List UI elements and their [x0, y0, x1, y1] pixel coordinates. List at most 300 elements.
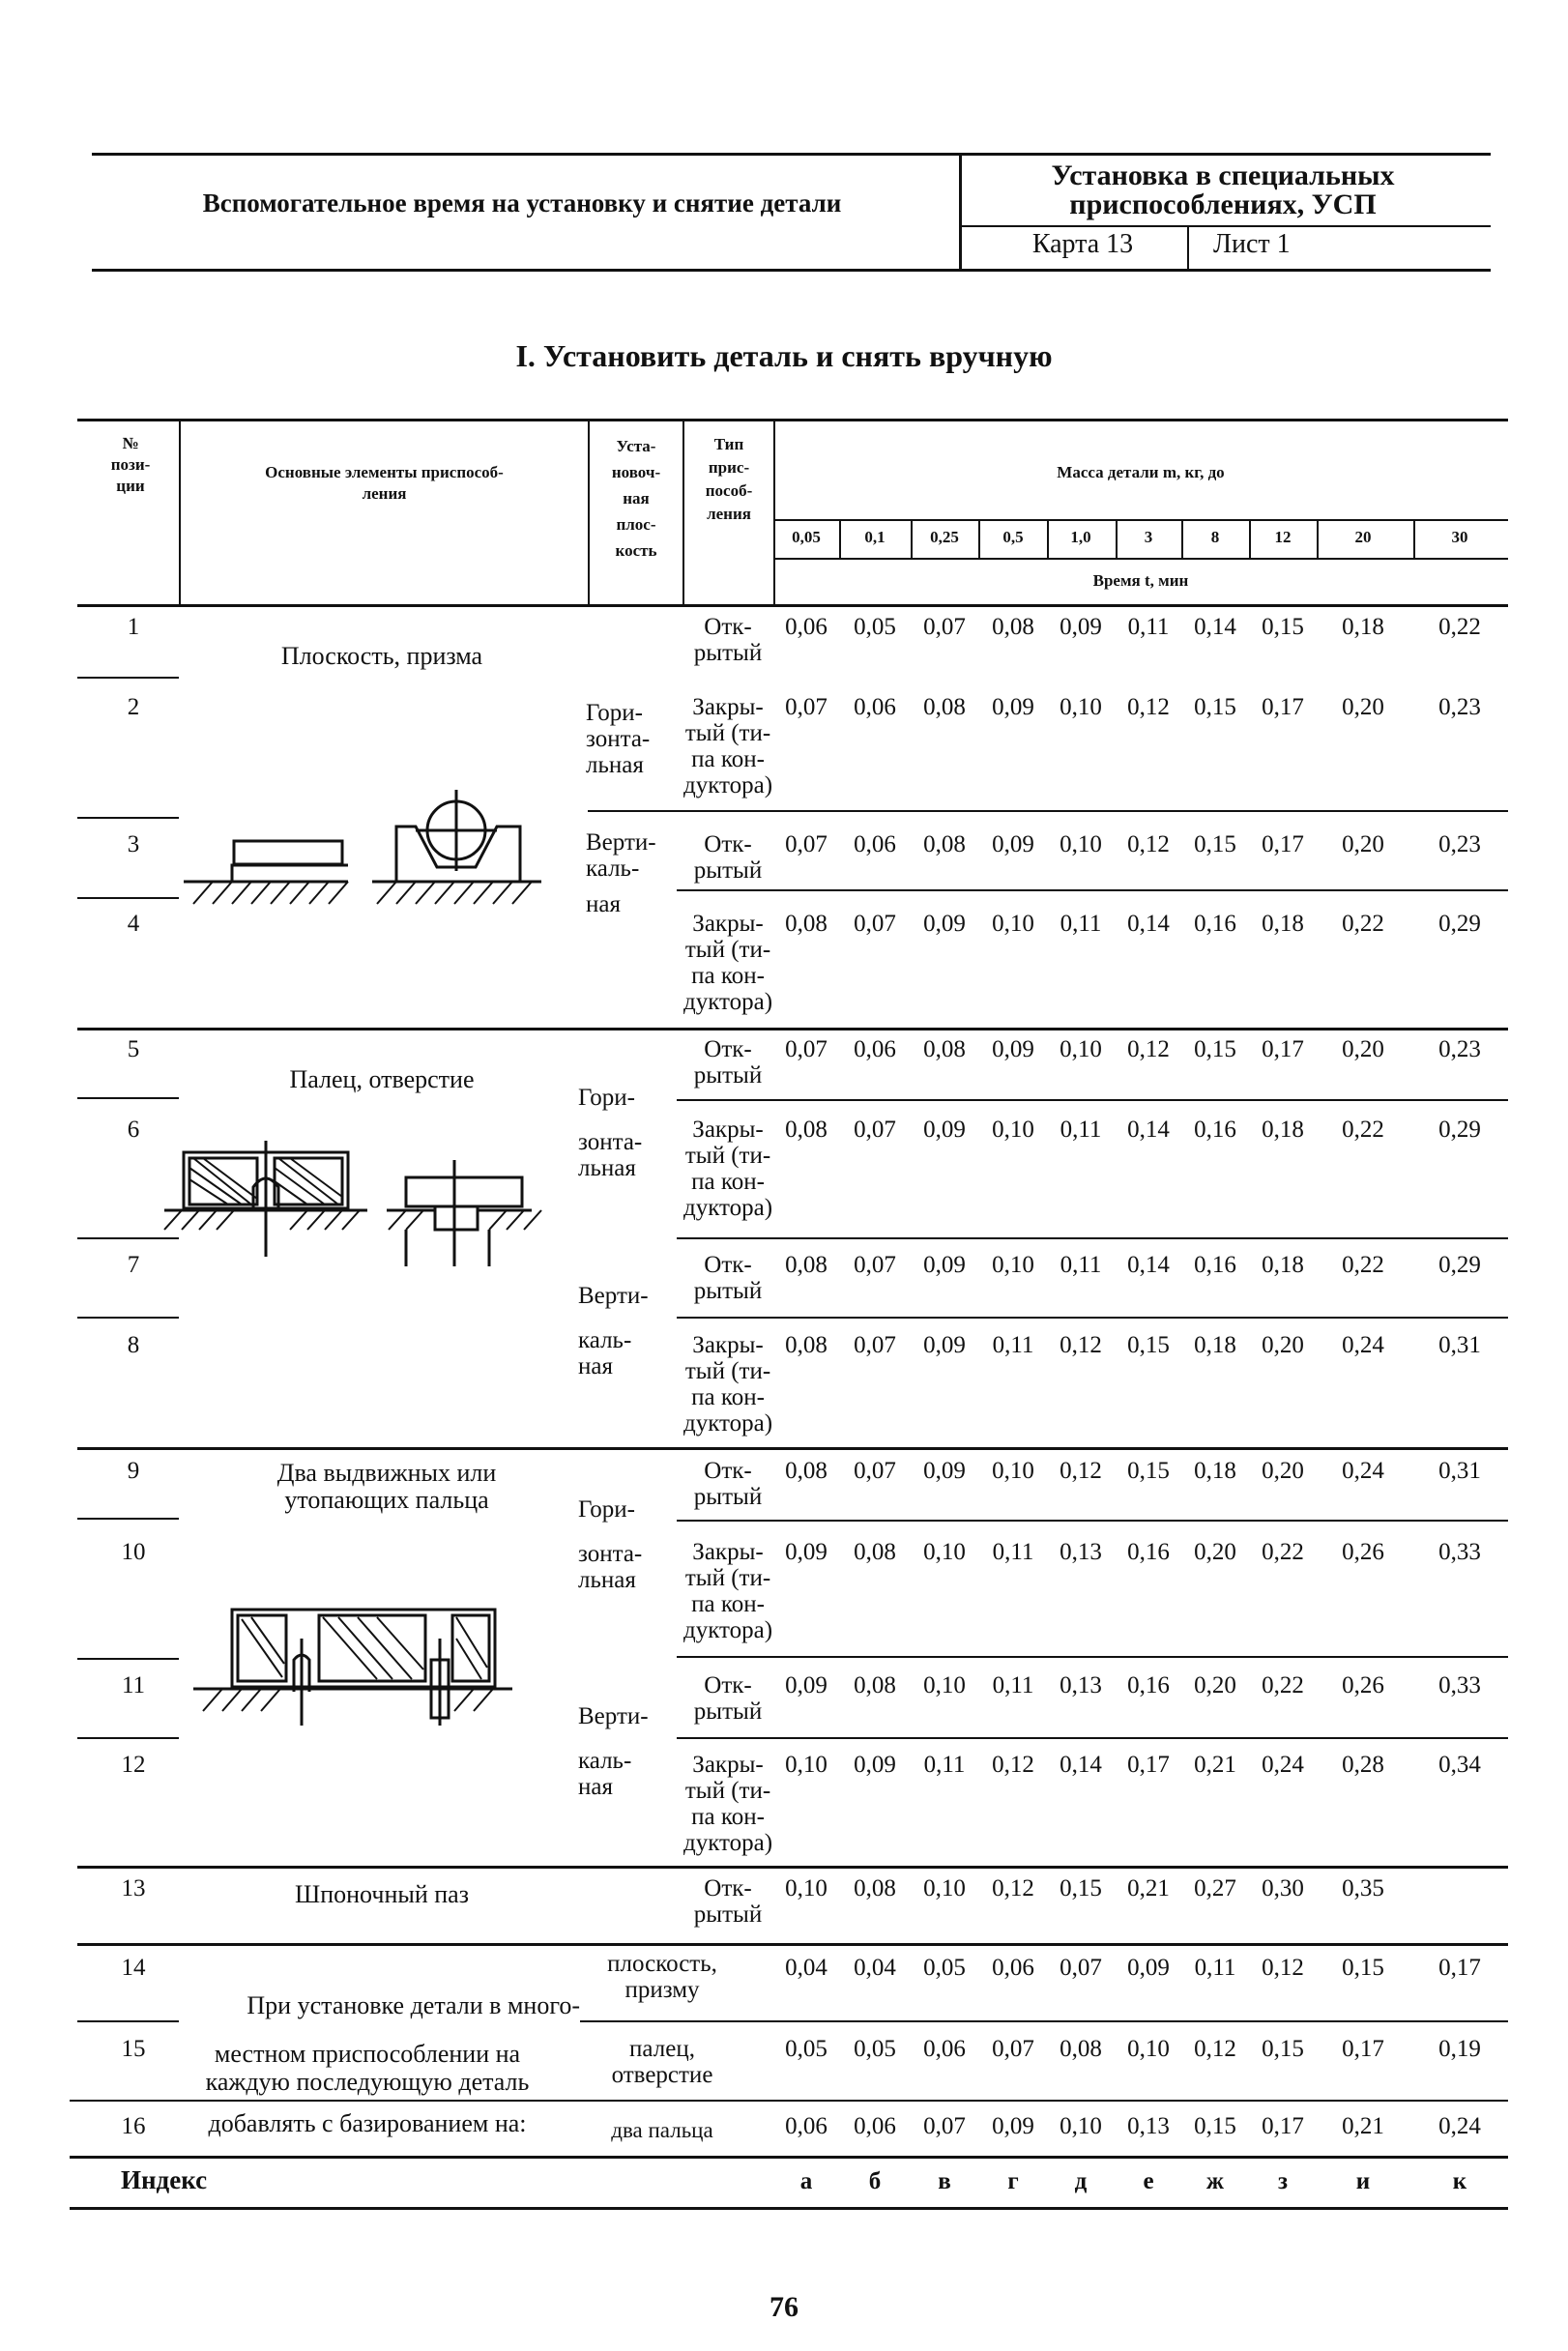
time-value-cell: 0,07 — [854, 1117, 896, 1143]
time-value-cell: 0,17 — [1342, 2036, 1384, 2062]
time-value-cell: 0,04 — [854, 1955, 896, 1981]
time-value-cell: 0,08 — [854, 1672, 896, 1698]
type-line: рытый — [693, 1901, 763, 1928]
time-value-cell: 0,11 — [1194, 1955, 1236, 1981]
time-value-cell: 0,11 — [992, 1672, 1034, 1698]
time-value-cell: 0,08 — [785, 1117, 828, 1143]
position-number: 15 — [121, 2036, 146, 2062]
time-value-cell: 0,18 — [1262, 911, 1304, 937]
multi-base-row15-line1: палец, — [629, 2036, 695, 2062]
time-value-cell: 0,20 — [1194, 1539, 1236, 1565]
type-line: рытый — [693, 1484, 763, 1510]
time-value-cell: 0,11 — [992, 1539, 1034, 1565]
time-value-cell: 0,11 — [1127, 614, 1170, 640]
time-value-cell: 0,07 — [854, 1332, 896, 1358]
position-number: 5 — [127, 1036, 140, 1062]
time-value-cell: 0,26 — [1342, 1539, 1384, 1565]
time-value-cell: 0,08 — [785, 1252, 828, 1278]
time-value-cell: 0,09 — [923, 1252, 966, 1278]
time-value-cell: 0,20 — [1342, 831, 1384, 857]
position-number: 1 — [127, 614, 140, 640]
type-closed — [675, 694, 781, 798]
type-line: па кон- — [691, 1591, 765, 1617]
time-value-cell: 0,15 — [1342, 1955, 1384, 1981]
type-closed — [675, 911, 781, 1015]
time-value-cell: 0,14 — [1127, 1117, 1170, 1143]
surface-row2-line1: Гори- — [586, 700, 643, 726]
time-value-cell: 0,05 — [854, 2036, 896, 2062]
mass-value: 3 — [1144, 528, 1153, 546]
position-number: 13 — [121, 1875, 146, 1901]
position-number: 2 — [127, 694, 140, 720]
time-value-cell: 0,06 — [854, 2113, 896, 2139]
time-value-cell: 0,16 — [1194, 1117, 1236, 1143]
time-value-cell: 0,15 — [1262, 2036, 1304, 2062]
header-surface-line3: ная — [623, 489, 650, 508]
multi-base-row14-line2: призму — [624, 1977, 700, 2003]
header-type-line4: ления — [707, 505, 751, 523]
time-value-cell: 0,12 — [1127, 1036, 1170, 1062]
time-value-cell: 0,16 — [1194, 911, 1236, 937]
mass-value: 0,5 — [1002, 528, 1024, 546]
time-value-cell: 0,17 — [1438, 1955, 1481, 1981]
header-mass-caption: Масса детали m, кг, до — [1057, 463, 1225, 481]
type-line: рытый — [693, 1698, 763, 1725]
time-value-cell: 0,14 — [1127, 911, 1170, 937]
page-number: 76 — [769, 2291, 799, 2323]
surface-row5-line1: Гори- — [578, 1085, 635, 1111]
type-line: дуктора) — [682, 1195, 773, 1221]
type-line: дуктора) — [682, 1830, 773, 1856]
time-value-cell: 0,22 — [1262, 1672, 1304, 1698]
time-value-cell: 0,06 — [785, 614, 828, 640]
time-value-cell: 0,06 — [785, 2113, 828, 2139]
type-line: рытый — [693, 1062, 763, 1088]
type-line: Отк- — [704, 831, 752, 857]
time-value-cell: 0,14 — [1194, 614, 1236, 640]
surface-row2-line2: зонта- — [586, 726, 651, 752]
index-letter: ж — [1205, 2168, 1225, 2194]
header-right-title-line1: Установка в специальных — [1051, 160, 1395, 191]
time-value-cell: 0,08 — [785, 911, 828, 937]
time-value-cell: 0,11 — [923, 1752, 966, 1778]
time-value-cell: 0,09 — [923, 1117, 966, 1143]
time-value-cell: 0,10 — [785, 1752, 828, 1778]
position-number: 8 — [127, 1332, 140, 1358]
time-value-cell: 0,15 — [1194, 831, 1236, 857]
position-number: 12 — [121, 1752, 146, 1778]
type-line: тый (ти- — [684, 1565, 771, 1591]
time-value-cell: 0,08 — [923, 1036, 966, 1062]
position-number: 6 — [127, 1117, 140, 1143]
time-value-cell: 0,07 — [785, 694, 828, 720]
time-value-cell: 0,09 — [992, 2113, 1034, 2139]
multi-base-row14 — [585, 1951, 740, 2003]
multi-base-row15 — [585, 2036, 740, 2088]
group-label-multi — [155, 1991, 580, 2019]
type-line: Закры- — [692, 694, 764, 720]
time-value-cell: 0,22 — [1262, 1539, 1304, 1565]
header-position-line3: ции — [116, 477, 145, 495]
header-left-title: Вспомогательное время на установку и снятие детали — [202, 189, 842, 218]
time-value-cell: 0,21 — [1194, 1752, 1236, 1778]
index-letter: е — [1143, 2168, 1154, 2194]
time-value-cell: 0,08 — [923, 694, 966, 720]
time-value-cell: 0,10 — [992, 1252, 1034, 1278]
time-value-cell: 0,12 — [1262, 1955, 1304, 1981]
time-value-cell: 0,15 — [1194, 694, 1236, 720]
time-value-cell: 0,31 — [1438, 1458, 1481, 1484]
time-value-cell: 0,12 — [1194, 2036, 1236, 2062]
time-value-cell: 0,20 — [1342, 694, 1384, 720]
time-value-cell: 0,06 — [854, 694, 896, 720]
time-value-cell: 0,17 — [1262, 694, 1304, 720]
header-elements-line2: ления — [362, 484, 407, 503]
time-value-cell: 0,15 — [1127, 1332, 1170, 1358]
header-position — [82, 433, 179, 497]
time-value-cell: 0,31 — [1438, 1332, 1481, 1358]
time-value-cell: 0,09 — [992, 1036, 1034, 1062]
multi-base-row14-line1: плоскость, — [607, 1951, 717, 1977]
time-value-cell: 0,14 — [1127, 1252, 1170, 1278]
header-type-line2: прис- — [708, 458, 750, 477]
time-value-cell: 0,24 — [1342, 1332, 1384, 1358]
surface-row2-line3: льная — [586, 752, 644, 778]
type-line: Закры- — [692, 1332, 764, 1358]
time-value-cell: 0,10 — [923, 1875, 966, 1901]
time-value-cell: 0,06 — [854, 1036, 896, 1062]
surface-row11-12 — [578, 1703, 675, 1800]
type-open — [675, 1458, 781, 1510]
time-value-cell: 0,10 — [1060, 1036, 1102, 1062]
time-value-cell: 0,12 — [1060, 1458, 1102, 1484]
time-value-cell: 0,12 — [992, 1752, 1034, 1778]
index-letter: в — [938, 2168, 951, 2194]
time-value-cell: 0,10 — [923, 1672, 966, 1698]
time-value-cell: 0,26 — [1342, 1672, 1384, 1698]
type-line: Отк- — [704, 1672, 752, 1698]
type-open — [675, 1875, 781, 1928]
index-letter: а — [799, 2168, 813, 2194]
time-value-cell: 0,13 — [1060, 1672, 1102, 1698]
time-value-cell: 0,34 — [1438, 1752, 1481, 1778]
time-value-cell: 0,11 — [1060, 1252, 1102, 1278]
time-value-cell: 0,16 — [1127, 1539, 1170, 1565]
mass-value: 1,0 — [1070, 528, 1091, 546]
time-value-cell: 0,17 — [1127, 1752, 1170, 1778]
type-line: рытый — [693, 1278, 763, 1304]
type-line: Отк- — [704, 1252, 752, 1278]
type-line: рытый — [693, 640, 763, 666]
time-value-cell: 0,19 — [1438, 2036, 1481, 2062]
type-closed — [675, 1332, 781, 1437]
time-value-cell: 0,23 — [1438, 694, 1481, 720]
surface-row7-8 — [578, 1283, 675, 1379]
time-value-cell: 0,30 — [1262, 1875, 1304, 1901]
time-value-cell: 0,09 — [785, 1672, 828, 1698]
time-value-cell: 0,18 — [1262, 1252, 1304, 1278]
two-pins-drawing — [193, 1600, 512, 1735]
time-value-cell: 0,10 — [992, 1458, 1034, 1484]
time-value-cell: 0,10 — [1127, 2036, 1170, 2062]
time-value-cell: 0,08 — [992, 614, 1034, 640]
time-value-cell: 0,06 — [854, 831, 896, 857]
type-line: па кон- — [691, 1384, 765, 1410]
time-value-cell: 0,23 — [1438, 831, 1481, 857]
surface-row3-line1: Верти- — [586, 829, 656, 856]
type-line: па кон- — [691, 963, 765, 989]
time-value-cell: 0,22 — [1342, 1252, 1384, 1278]
time-value-cell: 0,18 — [1194, 1458, 1236, 1484]
time-value-cell: 0,13 — [1060, 1539, 1102, 1565]
time-value-cell: 0,24 — [1438, 2113, 1481, 2139]
time-value-cell: 0,16 — [1127, 1672, 1170, 1698]
time-value-cell: 0,08 — [923, 831, 966, 857]
time-value-cell: 0,10 — [992, 911, 1034, 937]
type-line: Закры- — [692, 1752, 764, 1778]
time-value-cell: 0,09 — [923, 1332, 966, 1358]
header-surface-line5: кость — [615, 541, 657, 560]
time-value-cell: 0,20 — [1194, 1672, 1236, 1698]
surface-row10-line2: льная — [578, 1567, 636, 1593]
type-open — [675, 614, 781, 666]
header-elements-line1: Основные элементы приспособ- — [265, 463, 504, 481]
group-label-plane-prism: Плоскость, призма — [280, 642, 483, 670]
time-value-cell: 0,23 — [1438, 1036, 1481, 1062]
position-number: 16 — [121, 2113, 146, 2139]
group-label-multi-line3: каждую последующую деталь — [205, 2068, 530, 2096]
type-line: Закры- — [692, 911, 764, 937]
type-line: тый (ти- — [684, 1143, 771, 1169]
surface-row2 — [586, 700, 682, 778]
multi-base-row16: два пальца — [611, 2118, 713, 2142]
time-value-cell: 0,20 — [1262, 1458, 1304, 1484]
type-line: Отк- — [704, 1458, 752, 1484]
time-value-cell: 0,05 — [785, 2036, 828, 2062]
time-value-cell: 0,15 — [1127, 1458, 1170, 1484]
time-value-cell: 0,17 — [1262, 1036, 1304, 1062]
type-closed — [675, 1539, 781, 1643]
time-value-cell: 0,15 — [1060, 1875, 1102, 1901]
mass-value: 0,25 — [930, 528, 959, 546]
group-label-two-pins-line1: Два выдвижных или — [276, 1459, 497, 1487]
surface-row3-line2: каль- — [586, 856, 640, 882]
group-label-two-pins — [213, 1460, 561, 1514]
header-position-line2: пози- — [110, 455, 151, 474]
type-open — [675, 831, 781, 884]
section-title: I. Установить деталь и снять вручную — [515, 338, 1053, 373]
sheet-number: Лист 1 — [1213, 229, 1291, 259]
surface-row5-line2: зонта- — [578, 1129, 643, 1155]
time-value-cell: 0,18 — [1262, 1117, 1304, 1143]
surface-row7-line1: Верти- — [578, 1283, 649, 1309]
time-value-cell: 0,07 — [854, 911, 896, 937]
time-value-cell: 0,08 — [854, 1539, 896, 1565]
type-line: дуктора) — [682, 772, 773, 798]
time-value-cell: 0,07 — [992, 2036, 1034, 2062]
type-line: тый (ти- — [684, 720, 771, 746]
time-value-cell: 0,35 — [1342, 1875, 1384, 1901]
surface-row10-line1: зонта- — [578, 1541, 643, 1567]
type-line: Закры- — [692, 1117, 764, 1143]
type-line: дуктора) — [682, 989, 773, 1015]
type-open — [675, 1672, 781, 1725]
time-value-cell: 0,08 — [785, 1332, 828, 1358]
time-value-cell: 0,04 — [785, 1955, 828, 1981]
group-label-multi-line1: При установке детали в много- — [247, 1991, 580, 2019]
time-value-cell: 0,13 — [1127, 2113, 1170, 2139]
type-line: Закры- — [692, 1539, 764, 1565]
time-value-cell: 0,09 — [1060, 614, 1102, 640]
time-value-cell: 0,20 — [1262, 1332, 1304, 1358]
type-line: тый (ти- — [684, 1778, 771, 1804]
group-label-multi-cont — [164, 2040, 570, 2096]
surface-row12-line1: каль- — [578, 1748, 632, 1774]
time-value-cell: 0,28 — [1342, 1752, 1384, 1778]
group-label-key-slot: Шпоночный паз — [295, 1880, 469, 1908]
surface-row5-6 — [578, 1078, 675, 1181]
type-line: Отк- — [704, 614, 752, 640]
time-value-cell: 0,15 — [1194, 1036, 1236, 1062]
time-value-cell: 0,12 — [1127, 831, 1170, 857]
surface-row8-line2: ная — [578, 1353, 613, 1379]
time-value-cell: 0,22 — [1438, 614, 1481, 640]
position-number: 3 — [127, 831, 140, 857]
time-value-cell: 0,10 — [992, 1117, 1034, 1143]
type-open — [675, 1036, 781, 1088]
position-number: 10 — [121, 1539, 146, 1565]
time-value-cell: 0,16 — [1194, 1252, 1236, 1278]
time-value-cell: 0,18 — [1342, 614, 1384, 640]
type-line: Отк- — [704, 1036, 752, 1062]
time-value-cell: 0,06 — [923, 2036, 966, 2062]
group-label-two-pins-line2: утопающих пальца — [284, 1486, 489, 1514]
type-line: рытый — [693, 857, 763, 884]
time-value-cell: 0,10 — [1060, 831, 1102, 857]
group-label-multi-line4: добавлять с базированием на: — [208, 2109, 527, 2137]
time-value-cell: 0,08 — [854, 1875, 896, 1901]
header-surface-line1: Уста- — [616, 437, 656, 455]
time-value-cell: 0,07 — [785, 1036, 828, 1062]
index-label: Индекс — [121, 2165, 208, 2194]
time-value-cell: 0,10 — [1060, 2113, 1102, 2139]
position-number: 14 — [121, 1955, 146, 1981]
time-value-cell: 0,09 — [854, 1752, 896, 1778]
time-value-cell: 0,29 — [1438, 911, 1481, 937]
surface-row3-line3: ная — [586, 891, 621, 917]
position-number: 7 — [127, 1252, 140, 1278]
type-line: па кон- — [691, 1804, 765, 1830]
surface-row9-10 — [578, 1496, 675, 1593]
index-letter: г — [1007, 2168, 1019, 2194]
time-value-cell: 0,12 — [1060, 1332, 1102, 1358]
time-value-cell: 0,15 — [1262, 614, 1304, 640]
time-value-cell: 0,09 — [1127, 1955, 1170, 1981]
time-value-cell: 0,08 — [785, 1458, 828, 1484]
header-right-title-line2: приспособлениях, УСП — [1069, 189, 1377, 220]
mass-value: 0,05 — [792, 528, 821, 546]
header-type — [684, 433, 773, 526]
type-line: па кон- — [691, 746, 765, 772]
time-value-cell: 0,14 — [1060, 1752, 1102, 1778]
time-value-cell: 0,15 — [1194, 2113, 1236, 2139]
surface-row3-4 — [586, 829, 682, 917]
time-value-cell: 0,22 — [1342, 911, 1384, 937]
time-value-cell: 0,27 — [1194, 1875, 1236, 1901]
group-label-pin-hole: Палец, отверстие — [289, 1065, 475, 1093]
surface-row5-line3: льная — [578, 1155, 636, 1181]
surface-row12-line2: ная — [578, 1774, 613, 1800]
time-value-cell: 0,33 — [1438, 1539, 1481, 1565]
time-value-cell: 0,09 — [992, 831, 1034, 857]
position-number: 4 — [127, 911, 140, 937]
time-value-cell: 0,17 — [1262, 2113, 1304, 2139]
time-value-cell: 0,20 — [1342, 1036, 1384, 1062]
position-number: 9 — [127, 1458, 140, 1484]
type-line: Отк- — [704, 1875, 752, 1901]
type-line: па кон- — [691, 1169, 765, 1195]
time-value-cell: 0,17 — [1262, 831, 1304, 857]
pin-hole-drawing — [164, 1141, 570, 1276]
position-number: 11 — [121, 1672, 146, 1698]
index-letter: з — [1277, 2168, 1289, 2194]
time-value-cell: 0,24 — [1262, 1752, 1304, 1778]
plane-prism-drawing — [184, 769, 551, 914]
time-value-cell: 0,05 — [854, 614, 896, 640]
time-value-cell: 0,10 — [1060, 694, 1102, 720]
time-value-cell: 0,29 — [1438, 1252, 1481, 1278]
type-closed — [675, 1117, 781, 1221]
time-value-cell: 0,05 — [923, 1955, 966, 1981]
time-value-cell: 0,07 — [854, 1252, 896, 1278]
time-value-cell: 0,24 — [1342, 1458, 1384, 1484]
time-value-cell: 0,07 — [854, 1458, 896, 1484]
time-value-cell: 0,07 — [1060, 1955, 1102, 1981]
time-value-cell: 0,11 — [1060, 911, 1102, 937]
time-value-cell: 0,09 — [923, 911, 966, 937]
time-value-cell: 0,09 — [923, 1458, 966, 1484]
type-line: дуктора) — [682, 1617, 773, 1643]
time-value-cell: 0,11 — [1060, 1117, 1102, 1143]
time-value-cell: 0,09 — [785, 1539, 828, 1565]
header-position-line1: № — [122, 434, 139, 452]
time-value-cell: 0,18 — [1194, 1332, 1236, 1358]
type-open — [675, 1252, 781, 1304]
time-value-cell: 0,10 — [923, 1539, 966, 1565]
time-value-cell: 0,33 — [1438, 1672, 1481, 1698]
time-value-cell: 0,06 — [992, 1955, 1034, 1981]
time-value-cell: 0,07 — [923, 2113, 966, 2139]
time-value-cell: 0,08 — [1060, 2036, 1102, 2062]
mass-value: 30 — [1451, 528, 1468, 546]
time-value-cell: 0,07 — [923, 614, 966, 640]
type-line: дуктора) — [682, 1410, 773, 1437]
index-letter: б — [868, 2168, 882, 2194]
time-value-cell: 0,07 — [785, 831, 828, 857]
multi-base-row15-line2: отверстие — [611, 2062, 713, 2088]
mass-value: 20 — [1354, 528, 1372, 546]
header-type-line1: Тип — [713, 435, 744, 453]
time-value-cell: 0,11 — [992, 1332, 1034, 1358]
group-label-multi-line2: местном приспособлении на — [214, 2040, 521, 2068]
index-letter: к — [1452, 2168, 1467, 2194]
index-letter: д — [1074, 2168, 1088, 2194]
header-elements — [184, 462, 585, 505]
surface-row8-line1: каль- — [578, 1327, 632, 1353]
header-right-title — [972, 161, 1474, 219]
plate-shape — [234, 841, 342, 864]
type-line: тый (ти- — [684, 1358, 771, 1384]
